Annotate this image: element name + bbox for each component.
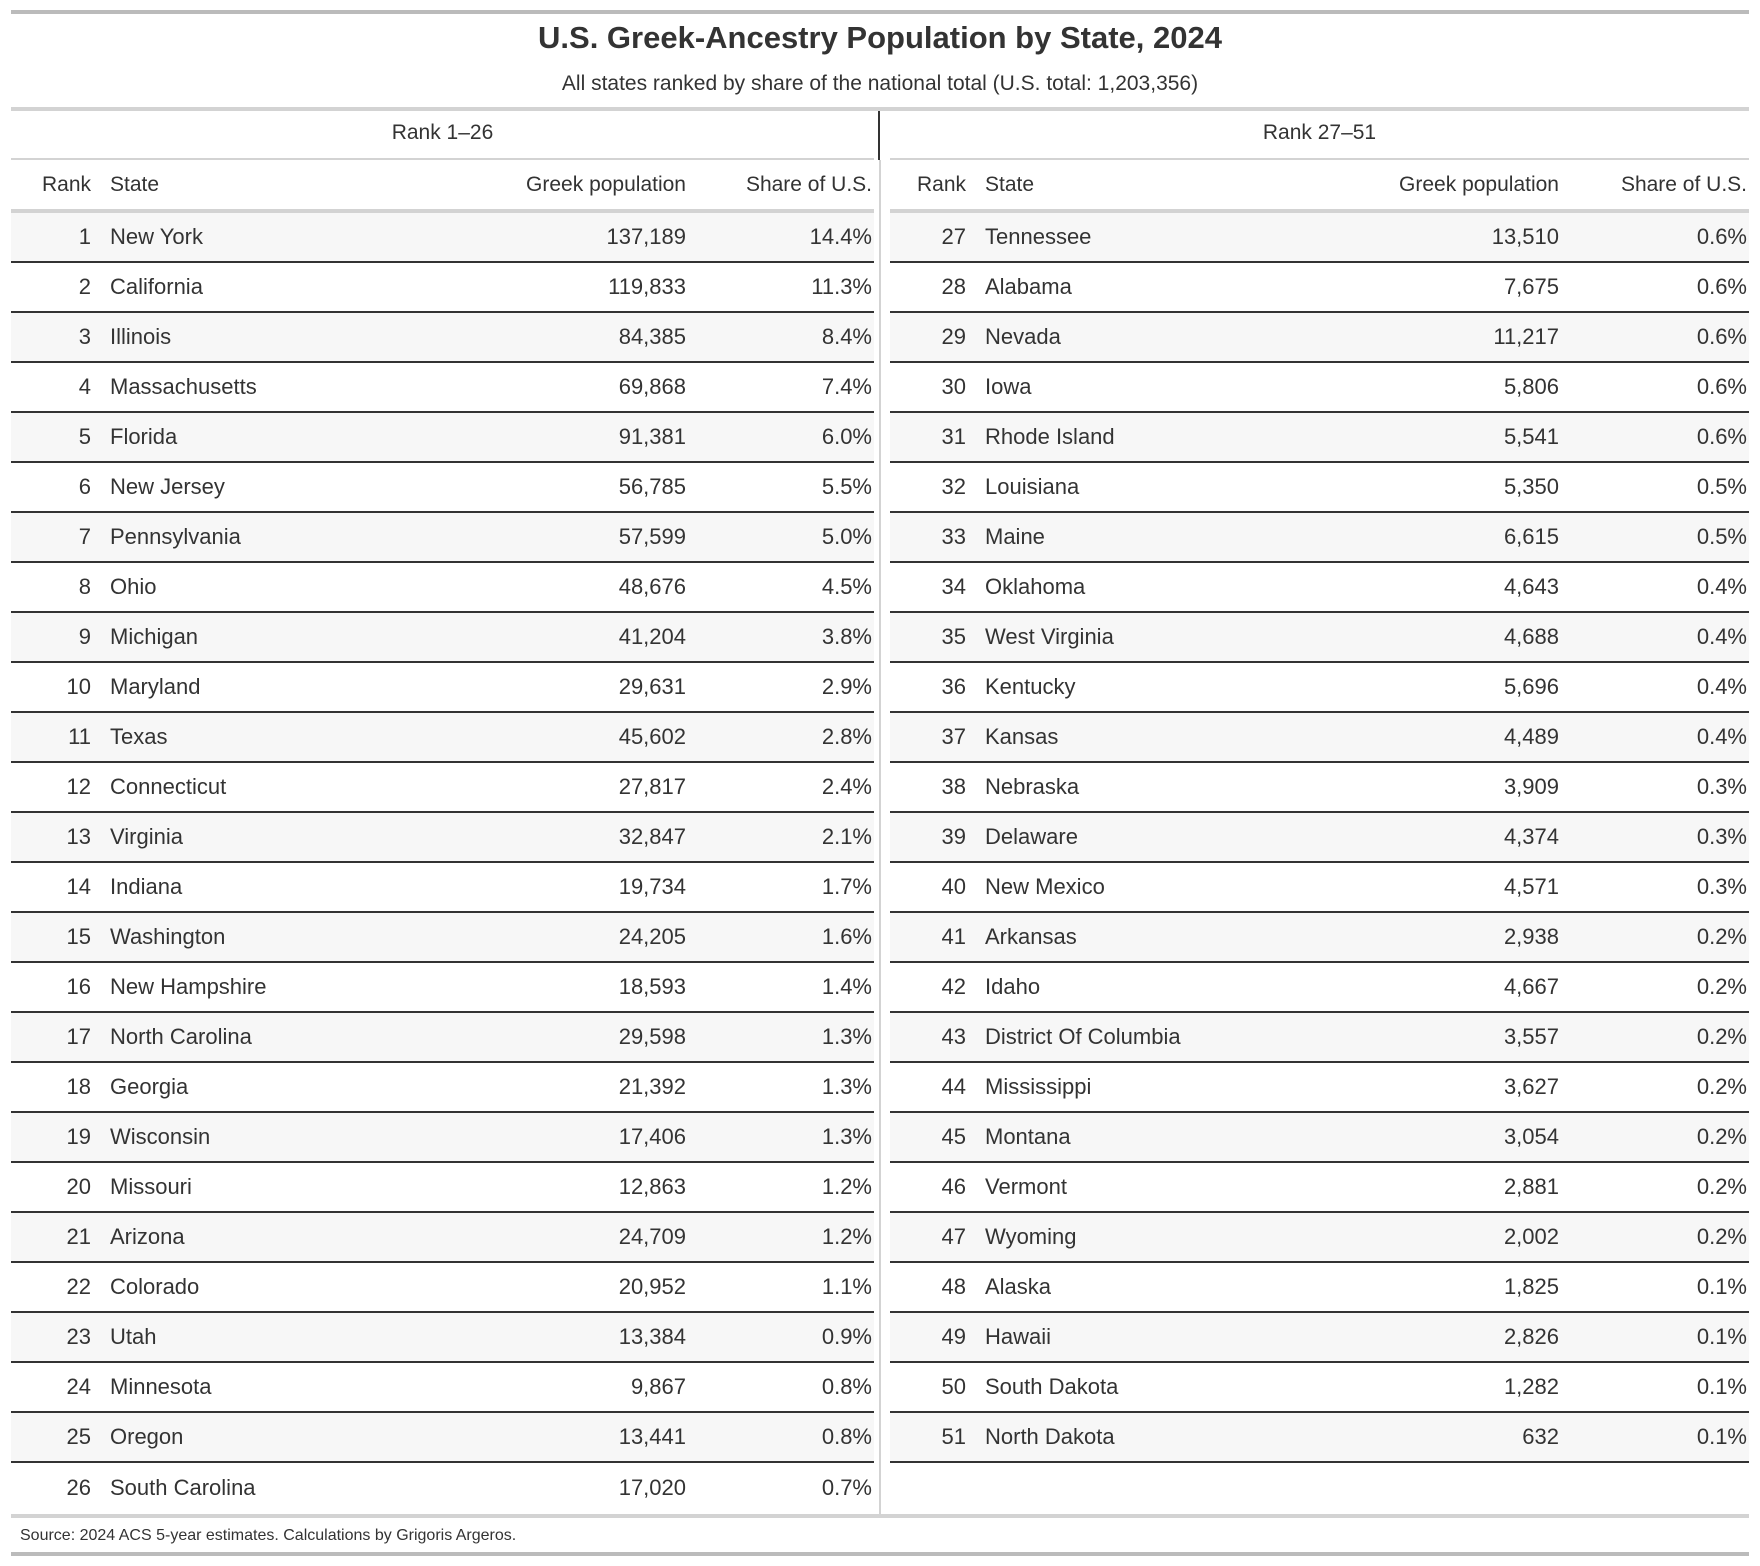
table-row	[890, 263, 1749, 313]
table-row	[11, 563, 874, 613]
population-cell: 32,847	[618, 824, 686, 849]
rank-cell: 16	[66, 974, 91, 999]
rank-cell: 9	[78, 624, 91, 649]
state-cell: North Carolina	[110, 1024, 252, 1049]
population-cell: 21,392	[618, 1074, 686, 1099]
share-cell: 0.6%	[1696, 224, 1747, 249]
table-row	[890, 1413, 1749, 1463]
share-cell: 14.4%	[809, 224, 872, 249]
population-cell: 2,881	[1503, 1174, 1559, 1199]
rank-cell: 12	[66, 774, 91, 799]
share-cell: 0.2%	[1696, 1024, 1747, 1049]
table-row	[11, 913, 874, 963]
state-cell: Tennessee	[985, 224, 1092, 249]
rank-cell: 34	[941, 574, 966, 599]
rank-cell: 22	[66, 1274, 91, 1299]
table-row	[890, 513, 1749, 563]
population-cell: 29,631	[618, 674, 686, 699]
table-row	[890, 313, 1749, 363]
rank-cell: 40	[941, 874, 966, 899]
share-cell: 0.2%	[1696, 1224, 1747, 1249]
column-header-row	[890, 160, 1749, 213]
table-row	[11, 513, 874, 563]
panel-spanner: Rank 27–51	[890, 111, 1749, 160]
table-row	[11, 1213, 874, 1263]
state-cell: Nebraska	[985, 774, 1080, 799]
state-cell: Vermont	[985, 1174, 1067, 1199]
state-cell: Arkansas	[985, 924, 1077, 949]
table-row	[890, 1313, 1749, 1363]
state-cell: Kentucky	[985, 674, 1076, 699]
state-cell: Ohio	[110, 574, 157, 599]
table-title: U.S. Greek-Ancestry Population by State, 2024	[538, 20, 1222, 55]
share-cell: 0.2%	[1696, 924, 1747, 949]
rank-cell: 23	[66, 1324, 91, 1349]
state-cell: Arizona	[110, 1224, 185, 1249]
state-cell: Illinois	[110, 324, 172, 349]
population-cell: 27,817	[618, 774, 686, 799]
state-cell: Louisiana	[985, 474, 1080, 499]
rank-cell: 44	[941, 1074, 966, 1099]
table-row	[11, 813, 874, 863]
state-cell: New Hampshire	[110, 974, 267, 999]
state-cell: Georgia	[110, 1074, 189, 1099]
table-row	[11, 1113, 874, 1163]
share-cell: 0.6%	[1696, 324, 1747, 349]
table-row	[11, 963, 874, 1013]
rank-cell: 19	[66, 1124, 91, 1149]
population-cell: 45,602	[618, 724, 686, 749]
population-cell: 5,806	[1503, 374, 1559, 399]
share-cell: 2.8%	[821, 724, 872, 749]
share-cell: 0.1%	[1696, 1374, 1747, 1399]
state-cell: Pennsylvania	[110, 524, 241, 549]
table-row	[890, 563, 1749, 613]
rank-cell: 6	[78, 474, 91, 499]
column-header-pop: Greek population	[1399, 172, 1559, 196]
share-cell: 1.1%	[821, 1274, 872, 1299]
state-cell: New Mexico	[985, 874, 1105, 899]
rank-cell: 2	[78, 274, 91, 299]
rank-cell: 1	[78, 224, 91, 249]
state-cell: West Virginia	[985, 624, 1114, 649]
table-row	[11, 713, 874, 763]
column-header-rank: Rank	[916, 172, 966, 196]
population-cell: 13,510	[1491, 224, 1559, 249]
share-cell: 8.4%	[821, 324, 872, 349]
state-cell: Maryland	[110, 674, 201, 699]
rank-cell: 38	[941, 774, 966, 799]
share-cell: 0.2%	[1696, 974, 1747, 999]
state-cell: Texas	[110, 724, 168, 749]
population-cell: 84,385	[618, 324, 686, 349]
rank-cell: 25	[66, 1424, 91, 1449]
share-cell: 1.2%	[821, 1174, 872, 1199]
share-cell: 0.2%	[1696, 1174, 1747, 1199]
rank-cell: 7	[78, 524, 91, 549]
table-row	[11, 363, 874, 413]
share-cell: 0.6%	[1696, 424, 1747, 449]
share-cell: 0.3%	[1696, 774, 1747, 799]
population-cell: 24,205	[618, 924, 686, 949]
share-cell: 0.4%	[1696, 724, 1747, 749]
share-cell: 0.3%	[1696, 874, 1747, 899]
state-cell: Mississippi	[985, 1074, 1092, 1099]
state-cell: Florida	[110, 424, 178, 449]
share-cell: 0.1%	[1696, 1424, 1747, 1449]
share-cell: 6.0%	[821, 424, 872, 449]
rank-cell: 13	[66, 824, 91, 849]
state-cell: New Jersey	[110, 474, 225, 499]
population-cell: 4,374	[1503, 824, 1559, 849]
share-cell: 4.5%	[821, 574, 872, 599]
rank-cell: 39	[941, 824, 966, 849]
table-row	[890, 1113, 1749, 1163]
population-cell: 3,557	[1503, 1024, 1559, 1049]
share-cell: 3.8%	[821, 624, 872, 649]
share-cell: 0.3%	[1696, 824, 1747, 849]
panel-divider-body	[879, 160, 881, 1516]
population-cell: 7,675	[1503, 274, 1559, 299]
table-row	[11, 263, 874, 313]
population-cell: 12,863	[618, 1174, 686, 1199]
state-cell: Alabama	[985, 274, 1072, 299]
state-cell: Massachusetts	[110, 374, 257, 399]
share-cell: 0.2%	[1696, 1074, 1747, 1099]
table-row	[890, 613, 1749, 663]
table-row	[890, 1263, 1749, 1313]
table-row	[11, 663, 874, 713]
rank-cell: 20	[66, 1174, 91, 1199]
share-cell: 1.3%	[821, 1124, 872, 1149]
table-row	[11, 1063, 874, 1113]
table-row	[11, 1363, 874, 1413]
population-cell: 6,615	[1503, 524, 1559, 549]
column-header-share: Share of U.S.	[745, 172, 872, 196]
state-cell: Utah	[110, 1324, 157, 1349]
population-cell: 91,381	[618, 424, 686, 449]
population-cell: 18,593	[618, 974, 686, 999]
share-cell: 0.8%	[821, 1424, 872, 1449]
state-cell: Michigan	[110, 624, 199, 649]
population-cell: 3,054	[1503, 1124, 1559, 1149]
end-rule	[11, 1552, 1749, 1556]
state-cell: Washington	[110, 924, 226, 949]
table-row	[890, 1363, 1749, 1413]
state-cell: South Dakota	[985, 1374, 1119, 1399]
rank-cell: 37	[941, 724, 966, 749]
state-cell: Nevada	[985, 324, 1061, 349]
population-cell: 69,868	[618, 374, 686, 399]
population-cell: 19,734	[618, 874, 686, 899]
share-cell: 0.1%	[1696, 1324, 1747, 1349]
column-header-state: State	[110, 172, 160, 196]
share-cell: 1.7%	[821, 874, 872, 899]
table-row	[890, 713, 1749, 763]
state-cell: North Dakota	[985, 1424, 1115, 1449]
share-cell: 1.3%	[821, 1074, 872, 1099]
population-cell: 137,189	[606, 224, 686, 249]
table-row	[890, 1163, 1749, 1213]
panel-spanner: Rank 1–26	[11, 111, 874, 160]
table-row	[11, 1413, 874, 1463]
table-row	[11, 463, 874, 513]
share-cell: 11.3%	[811, 274, 872, 299]
state-cell: Wisconsin	[110, 1124, 211, 1149]
table-row	[11, 213, 874, 263]
population-cell: 4,688	[1503, 624, 1559, 649]
rank-cell: 24	[66, 1374, 91, 1399]
table-row	[11, 1463, 874, 1513]
rank-cell: 21	[66, 1224, 91, 1249]
state-cell: District Of Columbia	[985, 1024, 1181, 1049]
rank-cell: 45	[941, 1124, 966, 1149]
share-cell: 2.4%	[821, 774, 872, 799]
rank-cell: 51	[941, 1424, 966, 1449]
panel-divider	[878, 111, 880, 160]
state-cell: Idaho	[985, 974, 1041, 999]
table-row	[890, 813, 1749, 863]
population-cell: 3,627	[1503, 1074, 1559, 1099]
share-cell: 1.6%	[821, 924, 872, 949]
population-cell: 5,541	[1503, 424, 1559, 449]
population-cell: 9,867	[630, 1374, 686, 1399]
rank-cell: 43	[941, 1024, 966, 1049]
rank-cell: 14	[66, 874, 91, 899]
table-row	[11, 313, 874, 363]
state-cell: Wyoming	[985, 1224, 1077, 1249]
population-cell: 13,441	[618, 1424, 686, 1449]
population-cell: 4,489	[1503, 724, 1559, 749]
table-row	[890, 363, 1749, 413]
share-cell: 0.2%	[1696, 1124, 1747, 1149]
rank-cell: 18	[66, 1074, 91, 1099]
state-cell: Oklahoma	[985, 574, 1086, 599]
rank-cell: 29	[941, 324, 966, 349]
state-cell: Hawaii	[985, 1324, 1052, 1349]
population-cell: 56,785	[618, 474, 686, 499]
share-cell: 0.1%	[1696, 1274, 1747, 1299]
table-row	[890, 913, 1749, 963]
share-cell: 5.5%	[821, 474, 872, 499]
share-cell: 0.5%	[1696, 524, 1747, 549]
rank-cell: 17	[66, 1024, 91, 1049]
state-cell: New York	[110, 224, 203, 249]
panel-rank-27-51	[890, 111, 1749, 1463]
rank-cell: 11	[68, 724, 91, 749]
table-row	[11, 1013, 874, 1063]
population-cell: 4,571	[1503, 874, 1559, 899]
rank-cell: 4	[78, 374, 91, 399]
state-cell: Virginia	[110, 824, 183, 849]
state-cell: South Carolina	[110, 1475, 256, 1500]
population-cell: 17,020	[618, 1475, 686, 1500]
share-cell: 1.3%	[821, 1024, 872, 1049]
source-note: Source: 2024 ACS 5-year estimates. Calculations by Grigoris Argeros.	[20, 1527, 517, 1544]
panel-rank-1-26	[11, 111, 874, 1513]
population-cell: 4,667	[1503, 974, 1559, 999]
table-subtitle: All states ranked by share of the national total (U.S. total: 1,203,356)	[561, 72, 1199, 95]
table-row	[890, 463, 1749, 513]
population-cell: 24,709	[618, 1224, 686, 1249]
population-cell: 17,406	[618, 1124, 686, 1149]
column-header-state: State	[985, 172, 1035, 196]
rank-cell: 32	[941, 474, 966, 499]
bottom-rule	[11, 1514, 1749, 1518]
share-cell: 5.0%	[821, 524, 872, 549]
rank-cell: 41	[941, 924, 966, 949]
state-cell: Kansas	[985, 724, 1059, 749]
state-cell: Alaska	[985, 1274, 1052, 1299]
share-cell: 0.4%	[1696, 674, 1747, 699]
share-cell: 0.6%	[1696, 374, 1747, 399]
rank-cell: 49	[941, 1324, 966, 1349]
share-cell: 0.7%	[821, 1475, 872, 1500]
population-cell: 13,384	[618, 1324, 686, 1349]
table-row	[11, 1163, 874, 1213]
population-cell: 2,002	[1503, 1224, 1559, 1249]
state-cell: Colorado	[110, 1274, 200, 1299]
state-cell: Montana	[985, 1124, 1071, 1149]
table-row	[11, 413, 874, 463]
population-cell: 20,952	[618, 1274, 686, 1299]
rank-cell: 3	[78, 324, 91, 349]
table-row	[890, 213, 1749, 263]
state-cell: California	[110, 274, 203, 299]
rank-cell: 48	[941, 1274, 966, 1299]
rank-cell: 33	[941, 524, 966, 549]
share-cell: 0.4%	[1696, 624, 1747, 649]
population-cell: 119,833	[608, 274, 686, 299]
table-row	[890, 1013, 1749, 1063]
population-cell: 3,909	[1503, 774, 1559, 799]
share-cell: 0.4%	[1696, 574, 1747, 599]
state-cell: Indiana	[110, 874, 183, 899]
rank-cell: 10	[66, 674, 91, 699]
state-cell: Connecticut	[110, 774, 227, 799]
rank-cell: 15	[66, 924, 91, 949]
share-cell: 0.8%	[821, 1374, 872, 1399]
state-cell: Maine	[985, 524, 1045, 549]
rank-cell: 36	[941, 674, 966, 699]
population-cell: 632	[1522, 1424, 1559, 1449]
state-cell: Rhode Island	[985, 424, 1115, 449]
population-cell: 11,217	[1493, 324, 1559, 349]
rank-cell: 8	[78, 574, 91, 599]
state-cell: Minnesota	[110, 1374, 212, 1399]
population-cell: 2,826	[1503, 1324, 1559, 1349]
population-cell: 29,598	[618, 1024, 686, 1049]
share-cell: 7.4%	[821, 374, 872, 399]
rank-cell: 31	[941, 424, 966, 449]
rank-cell: 30	[941, 374, 966, 399]
population-cell: 2,938	[1503, 924, 1559, 949]
table-row	[11, 613, 874, 663]
rank-cell: 26	[66, 1475, 91, 1500]
rank-cell: 28	[941, 274, 966, 299]
population-cell: 1,282	[1503, 1374, 1559, 1399]
population-cell: 41,204	[618, 624, 686, 649]
table-row	[890, 1213, 1749, 1263]
table-row	[890, 963, 1749, 1013]
table-row	[11, 1263, 874, 1313]
population-cell: 1,825	[1503, 1274, 1559, 1299]
share-cell: 0.9%	[821, 1324, 872, 1349]
share-cell: 2.9%	[821, 674, 872, 699]
rank-cell: 42	[941, 974, 966, 999]
rank-cell: 46	[941, 1174, 966, 1199]
column-header-row	[11, 160, 874, 213]
population-cell: 48,676	[618, 574, 686, 599]
population-cell: 5,350	[1503, 474, 1559, 499]
column-header-rank: Rank	[41, 172, 91, 196]
rank-cell: 50	[941, 1374, 966, 1399]
state-cell: Oregon	[110, 1424, 184, 1449]
rank-cell: 47	[941, 1224, 966, 1249]
share-cell: 0.6%	[1696, 274, 1747, 299]
state-cell: Iowa	[985, 374, 1032, 399]
share-cell: 2.1%	[821, 824, 872, 849]
rank-cell: 27	[941, 224, 966, 249]
table-row	[890, 863, 1749, 913]
share-cell: 0.5%	[1696, 474, 1747, 499]
table-row	[11, 863, 874, 913]
population-cell: 5,696	[1503, 674, 1559, 699]
table-row	[890, 763, 1749, 813]
top-rule	[11, 10, 1749, 14]
column-header-pop: Greek population	[526, 172, 686, 196]
table-row	[11, 1313, 874, 1363]
rank-cell: 35	[941, 624, 966, 649]
state-cell: Missouri	[110, 1174, 192, 1199]
share-cell: 1.2%	[821, 1224, 872, 1249]
column-header-share: Share of U.S.	[1620, 172, 1747, 196]
table-row	[11, 763, 874, 813]
population-cell: 57,599	[618, 524, 686, 549]
rank-cell: 5	[78, 424, 91, 449]
table-row	[890, 663, 1749, 713]
state-cell: Delaware	[985, 824, 1078, 849]
population-cell: 4,643	[1503, 574, 1559, 599]
table-row	[890, 413, 1749, 463]
share-cell: 1.4%	[821, 974, 872, 999]
table-row	[890, 1063, 1749, 1113]
